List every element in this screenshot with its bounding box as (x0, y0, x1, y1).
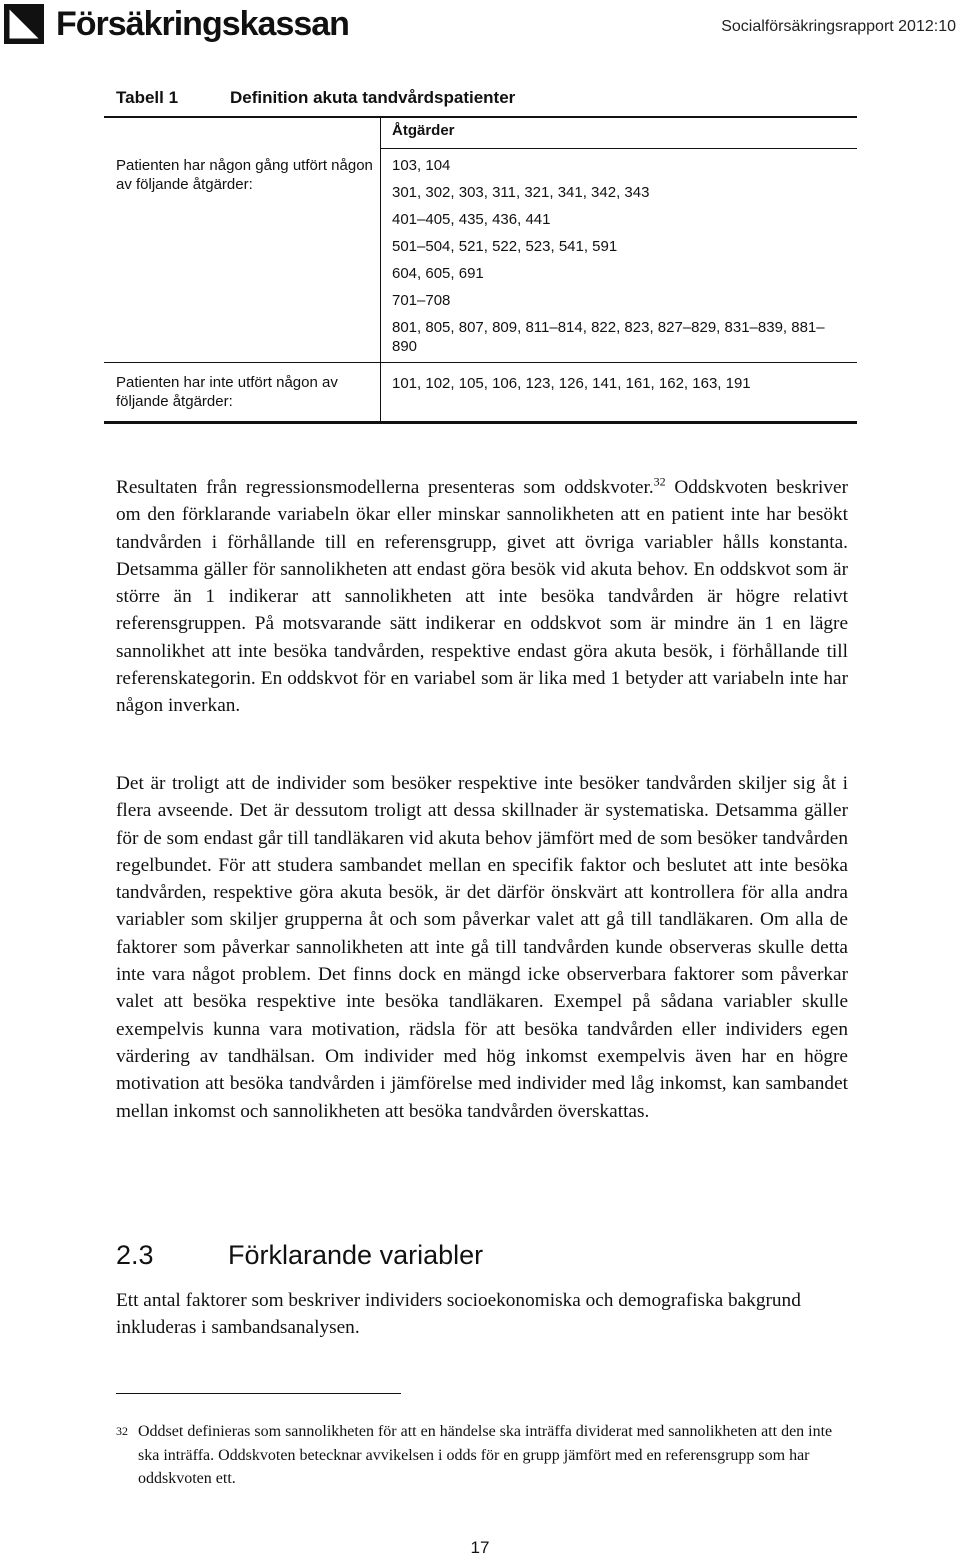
row-separator (104, 362, 857, 363)
report-name: Socialförsäkringsrapport 2012:10 (721, 18, 956, 35)
row-label: Patienten har inte utfört någon av följande åtgärder: (116, 374, 338, 410)
code-line: 801, 805, 807, 809, 811–814, 822, 823, 827–829, 831–839, 881–890 (392, 319, 825, 355)
code-line: 701–708 (392, 292, 451, 309)
section-number: 2.3 (116, 1240, 154, 1270)
footnote-number: 32 (116, 1424, 128, 1438)
body-paragraph (116, 474, 848, 720)
row-label: Patienten har någon gång utfört någon av följande åtgärder: (116, 157, 373, 193)
code-line: 103, 104 (392, 157, 451, 174)
table-column-divider (380, 116, 381, 423)
definition-table (104, 116, 857, 426)
section-heading (116, 1240, 483, 1271)
paragraph-text: Oddskvoten beskriver om den förklarande variabeln ökar eller minskar sannolikheten att en patient inte har besökt tandvården i förhållande till en referensgrupp, givet att övriga variabler hålls konstanta. Detsamma gäller för sannolikheten att endast göra besök vid akuta behov. En oddskvot som är större än 1 indikerar att sannolikheten att inte besöka tandvården är högre relativt referensgruppen. På motsvarande sätt indikerar en oddskvot som är mindre än 1 en lägre sannolikhet att inte besöka tandvården, respektive endast göra akuta besök, i förhållande till referenskategorin. En oddskvot för en variabel som är lika med 1 betyder att variabeln inte har någon inverkan. (116, 477, 848, 717)
header-rule (380, 148, 857, 149)
table-caption: Definition akuta tandvårdspatienter (230, 88, 516, 107)
code-line: 401–405, 435, 436, 441 (392, 211, 551, 228)
table-bottom-rule (104, 421, 857, 424)
footnote-rule (116, 1393, 401, 1394)
row-codes (392, 374, 852, 393)
logo-mark-icon (4, 4, 44, 44)
code-line: 101, 102, 105, 106, 123, 126, 141, 161, 162, 163, 191 (392, 375, 751, 392)
section-title: Förklarande variabler (228, 1240, 484, 1270)
logo (4, 4, 349, 44)
page-number: 17 (470, 1538, 490, 1557)
code-line: 301, 302, 303, 311, 321, 341, 342, 343 (392, 184, 650, 201)
column-header: Åtgärder (392, 122, 455, 139)
paragraph-text: Resultaten från regressionsmodellerna presenteras som oddskvoter. (116, 477, 654, 498)
footnote (116, 1420, 836, 1491)
footnote-ref[interactable]: 32 (653, 474, 666, 489)
body-paragraph: Det är troligt att de individer som besöker respektive inte besöker tandvården skiljer sig åt i flera avseende. Det är dessutom troligt att dessa skillnader är systematiska. Detsamma gäller för de som endast går till tandläkaren vid akuta behov jämfört med de som besöker tandvården regelbundet. För att studera sambandet mellan en specifik faktor och beslutet att inte besöka tandvården, respektive göra akuta besök, är det därför önskvärt att kontrollera för alla andra variabler som skiljer grupperna åt och som påverkar valet att gå till tandläkaren. Om alla de faktorer som påverkar sannolikheten att inte gå till tandvården kunde observeras skulle detta inte vara något problem. Det finns dock en mängd icke observerbara faktorer som påverkar valet att besöka respektive inte besöka tandläkaren. Exempel på sådana variabler skulle exempelvis kunna vara motivation, rädsla för att besöka tandvården eller individers egen värdering av tandhälsan. Om individer med hög inkomst exempelvis även har en högre motivation att besöka tandvården i jämförelse med individer med låg inkomst, kan sambandet mellan inkomst och sannolikheten att besöka tandvården överskattas. (116, 773, 848, 1122)
table-title (116, 88, 515, 108)
page-header (0, 0, 960, 60)
row-codes (392, 156, 852, 356)
footnote-text: Oddset definieras som sannolikheten för att en händelse ska inträffa dividerat med sannolikheten att den inte ska inträffa. Oddskvoten betecknar avvikelsen i odds för en grupp jämfört med en referensgrupp som har oddskvoten ett. (138, 1423, 833, 1487)
code-line: 604, 605, 691 (392, 265, 484, 282)
table-top-rule (104, 116, 857, 118)
section-paragraph: Ett antal faktorer som beskriver individers socioekonomiska och demografiska bakgrund inkluderas i sambandsanalysen. (116, 1290, 801, 1339)
table-number: Tabell 1 (116, 88, 179, 107)
logo-text: Försäkringskassan (56, 5, 349, 43)
code-line: 501–504, 521, 522, 523, 541, 591 (392, 238, 618, 255)
